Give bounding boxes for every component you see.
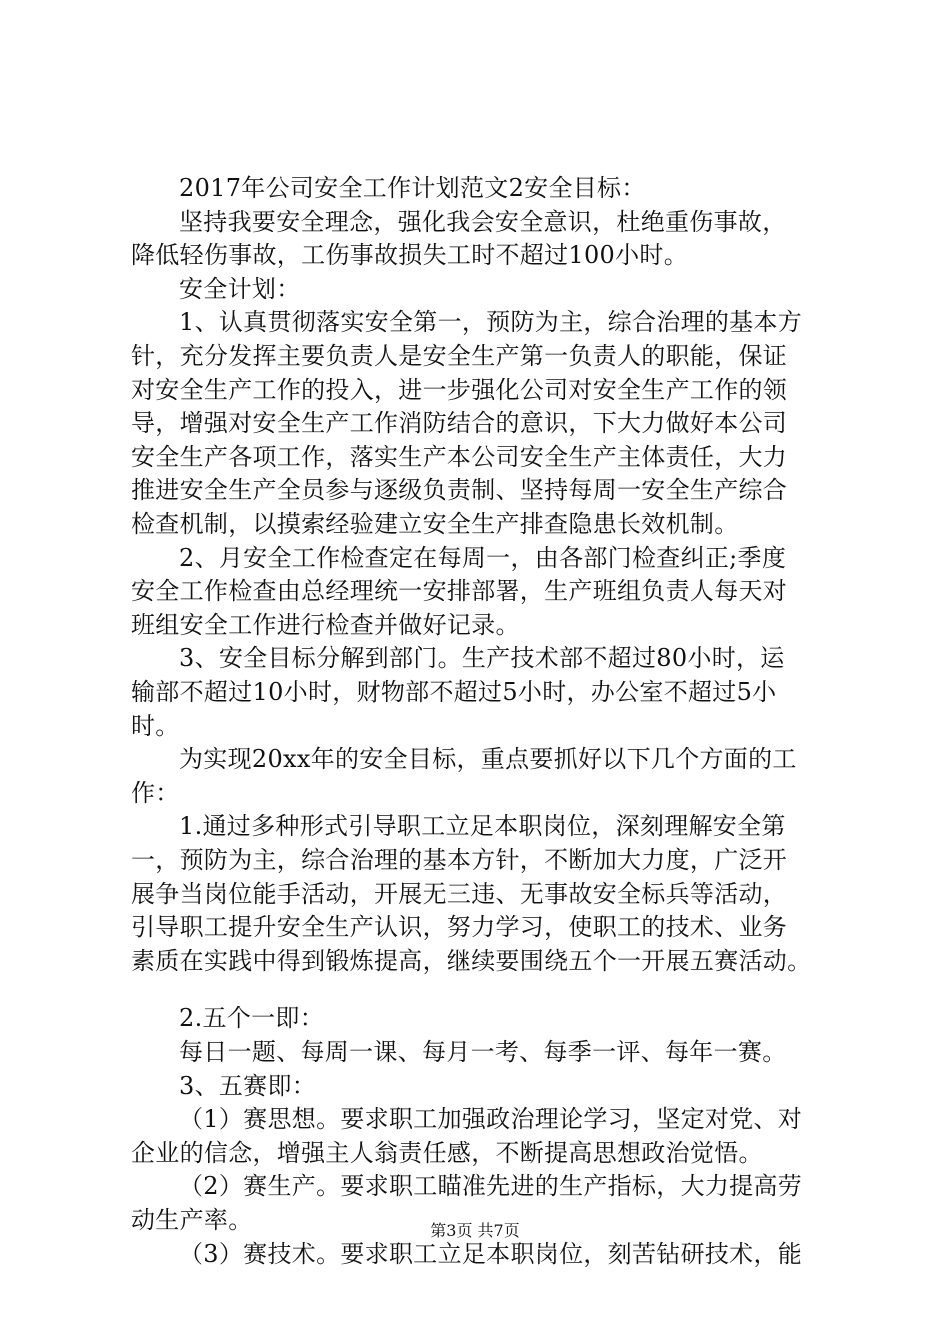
text-line: 针，充分发挥主要负责人是安全生产第一负责人的职能，保证 — [131, 342, 788, 370]
text-line: 2、月安全工作检查定在每周一，由各部门检查纠正;季度 — [179, 544, 787, 572]
text-line: 为实现20xx年的安全目标，重点要抓好以下几个方面的工 — [179, 745, 797, 773]
text-line: 安全计划： — [179, 275, 301, 303]
text-line: 一，预防为主，综合治理的基本方针，不断加大力度，广泛开 — [131, 846, 788, 874]
text-line: （1）赛思想。要求职工加强政治理论学习，坚定对党、对 — [179, 1105, 803, 1133]
page-number-footer: 第3页 共7页 — [430, 1221, 520, 1240]
text-line: 班组安全工作进行检查并做好记录。 — [131, 611, 520, 639]
text-line: 引导职工提升安全生产认识，努力学习，使职工的技术、业务 — [131, 913, 788, 941]
text-line: （2）赛生产。要求职工瞄准先进的生产指标，大力提高劳 — [179, 1172, 803, 1200]
text-line: 检查机制，以摸索经验建立安全生产排查隐患长效机制。 — [131, 510, 739, 538]
text-line: 时。 — [131, 712, 180, 740]
text-line: 1、认真贯彻落实安全第一，预防为主，综合治理的基本方 — [179, 308, 803, 336]
text-line: 输部不超过10小时，财物部不超过5小时，办公室不超过5小 — [131, 678, 777, 706]
text-line: 3、五赛即： — [179, 1072, 317, 1100]
text-line: 导，增强对安全生产工作消防结合的意识，下大力做好本公司 — [131, 409, 788, 437]
text-line: 展争当岗位能手活动，开展无三违、无事故安全标兵等活动， — [131, 880, 788, 908]
text-line: 2.五个一即： — [179, 1004, 324, 1032]
text-line: 素质在实践中得到锻炼提高，继续要围绕五个一开展五赛活动。 — [131, 947, 812, 975]
text-line: 3、安全目标分解到部门。生产技术部不超过80小时，运 — [179, 644, 785, 672]
text-line: 对安全生产工作的投入，进一步强化公司对安全生产工作的领 — [131, 376, 788, 404]
text-line: 2017年公司安全工作计划范文2安全目标： — [179, 174, 646, 202]
text-line: 企业的信念，增强主人翁责任感，不断提高思想政治觉悟。 — [131, 1139, 763, 1167]
text-line: 推进安全生产全员参与逐级负责制、坚持每周一安全生产综合 — [131, 476, 788, 504]
text-line: （3）赛技术。要求职工立足本职岗位，刻苦钻研技术，能 — [179, 1240, 803, 1268]
text-line: 动生产率。 — [131, 1206, 253, 1234]
text-line: 作： — [131, 779, 180, 807]
text-line: 坚持我要安全理念，强化我会安全意识，杜绝重伤事故， — [179, 208, 787, 236]
text-line: 降低轻伤事故，工伤事故损失工时不超过100小时。 — [131, 241, 689, 269]
text-line: 安全工作检查由总经理统一安排部署，生产班组负责人每天对 — [131, 577, 788, 605]
text-line: 1.通过多种形式引导职工立足本职岗位，深刻理解安全第 — [179, 812, 786, 840]
text-line: 每日一题、每周一课、每月一考、每季一评、每年一赛。 — [179, 1038, 787, 1066]
text-line: 安全生产各项工作，落实生产本公司安全生产主体责任，大力 — [131, 443, 788, 471]
